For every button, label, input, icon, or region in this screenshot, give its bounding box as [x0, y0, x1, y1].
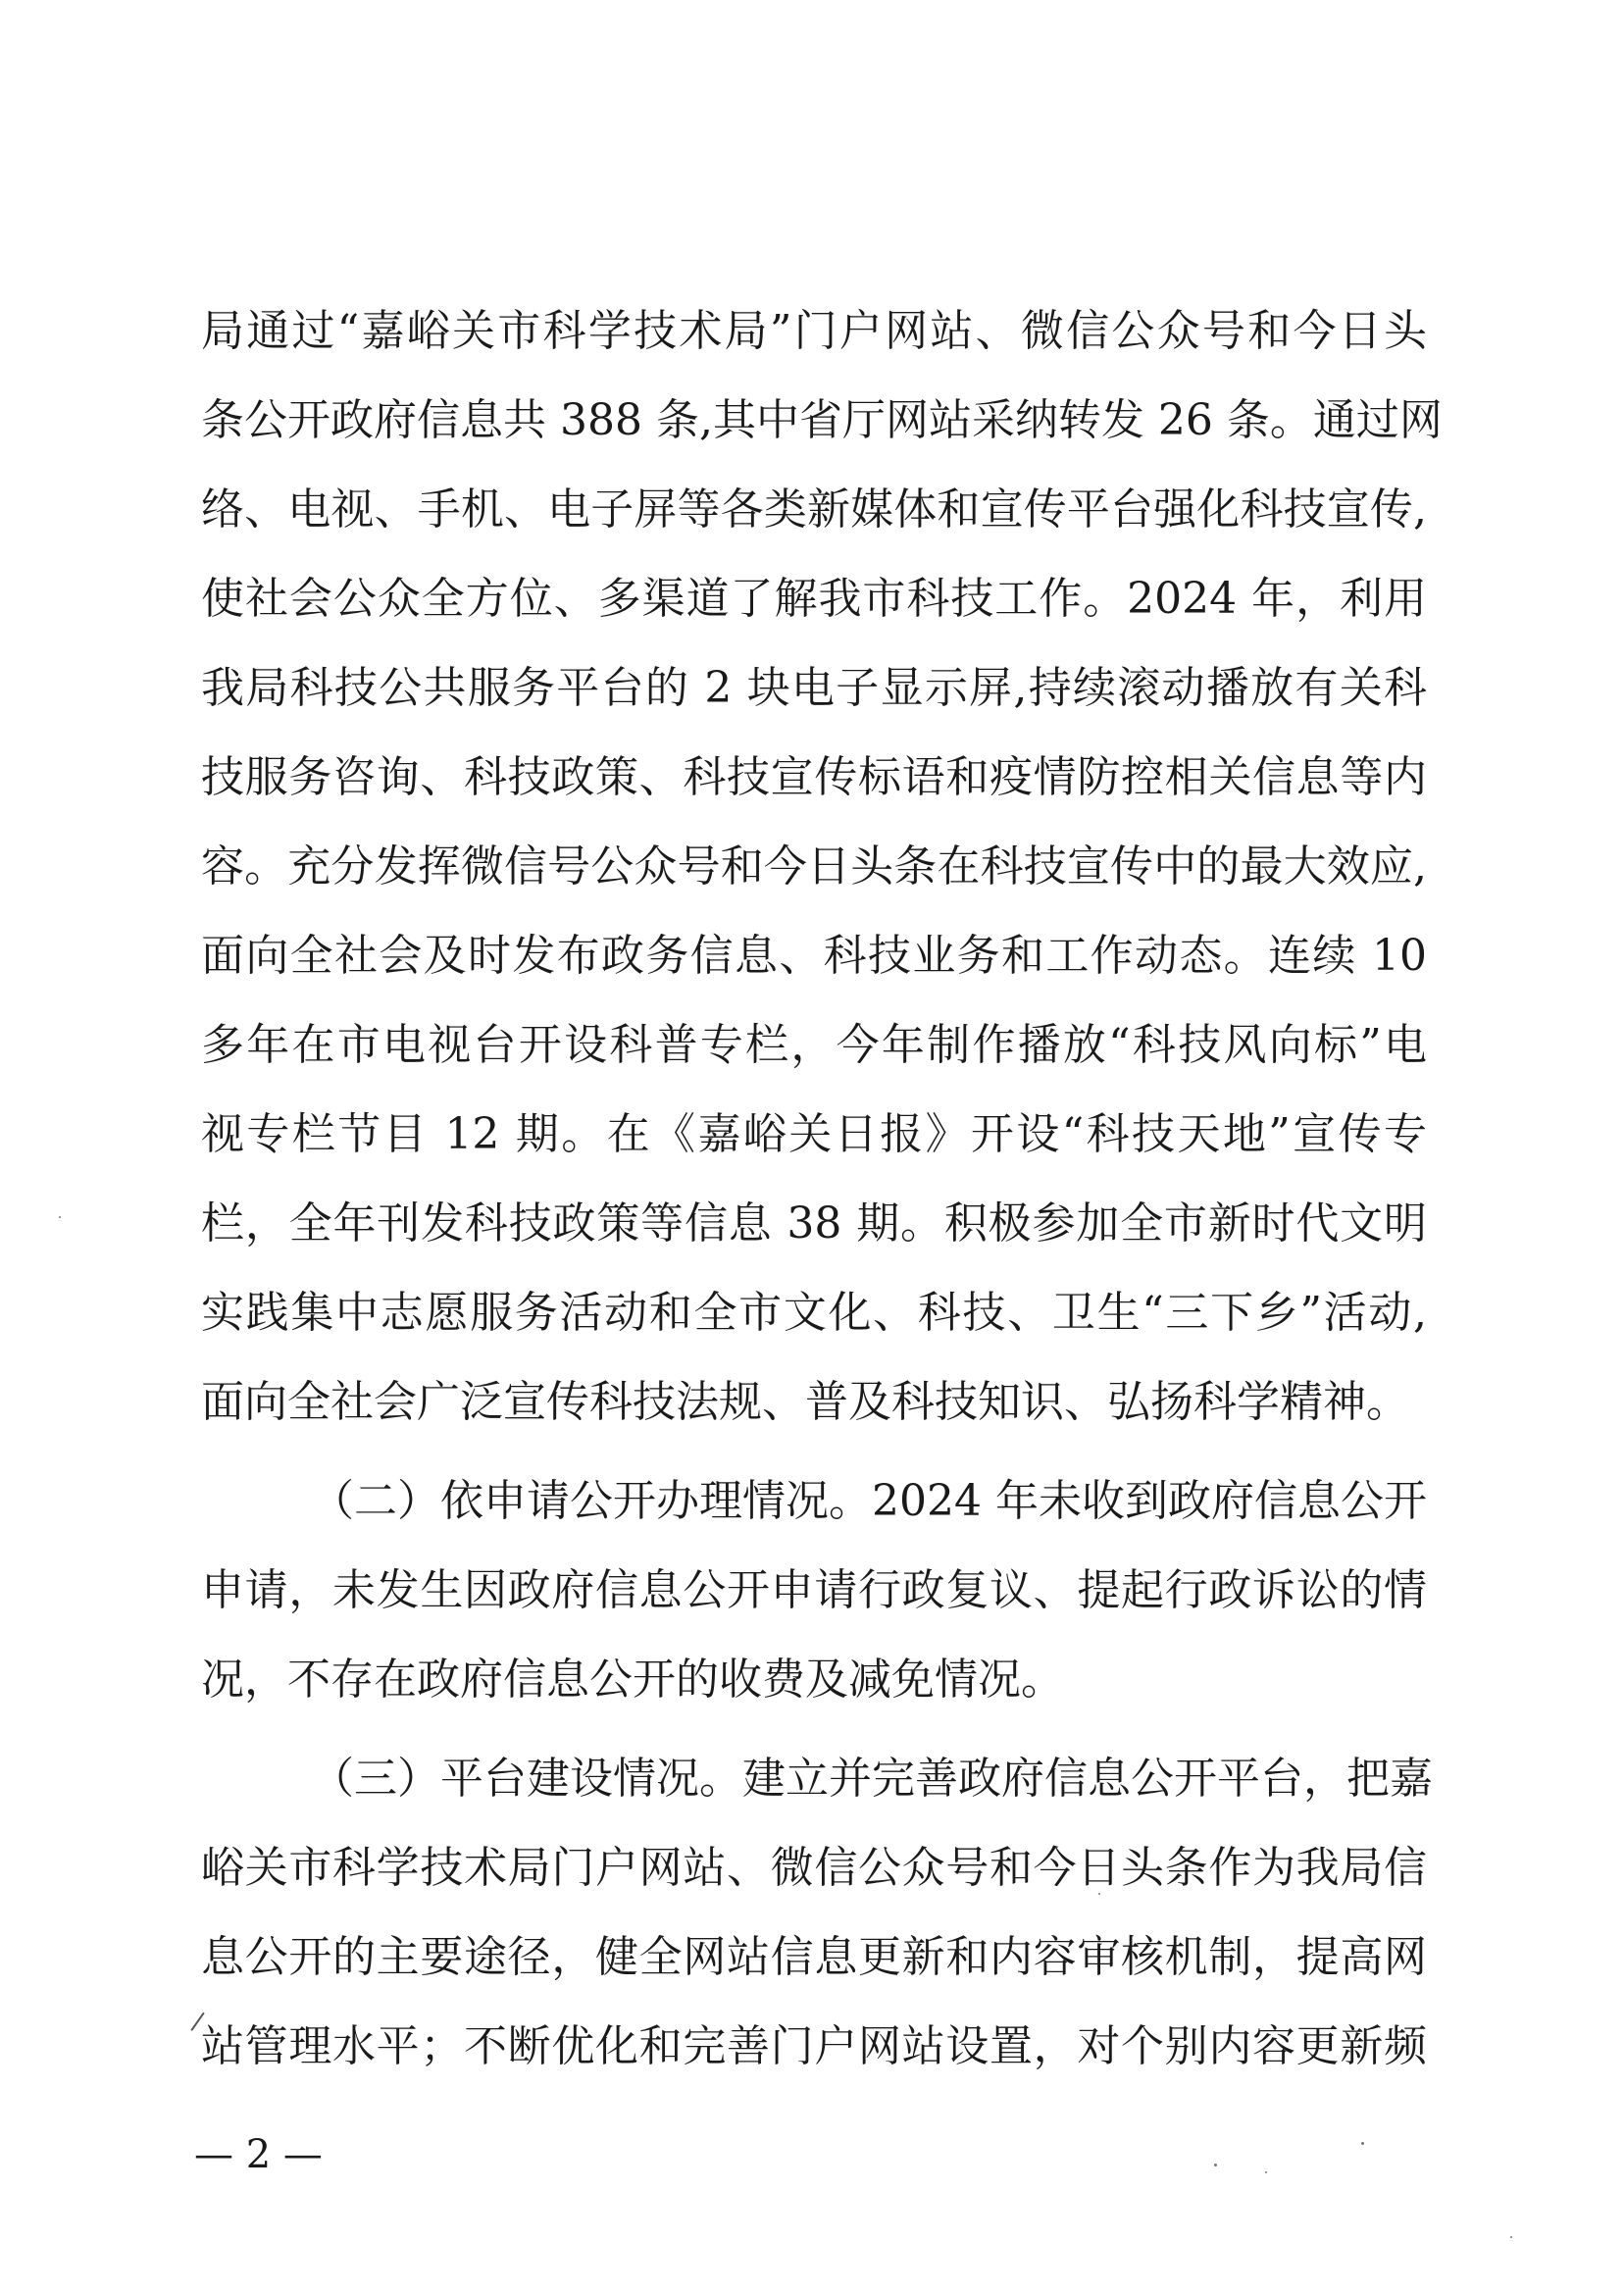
text-line: 实践集中志愿服务活动和全市文化、科技、卫生“三下乡”活动,	[201, 1288, 1427, 1338]
document-body	[201, 286, 1443, 2091]
text-line: 技服务咨询、科技政策、科技宣传标语和疫情防控相关信息等内	[201, 752, 1427, 802]
text-line: 站管理水平；不断优化和完善门户网站设置，对个别内容更新频	[201, 2021, 1427, 2071]
text-line: 申请，未发生因政府信息公开申请行政复议、提起行政诉讼的情	[201, 1565, 1427, 1615]
text-line: （三）平台建设情况。建立并完善政府信息公开平台，把嘉	[311, 1754, 1433, 1804]
text-line: 栏，全年刊发科技政策等信息 38 期。积极参加全市新时代文明	[201, 1198, 1427, 1248]
scan-speck	[1214, 2164, 1217, 2166]
paragraph-platform-construction	[201, 1734, 1433, 2091]
text-line: 息公开的主要途径，健全网站信息更新和内容审核机制，提高网	[201, 1932, 1427, 1982]
text-line: 峪关市科学技术局门户网站、微信公众号和今日头条作为我局信	[201, 1843, 1427, 1893]
scan-speck	[1098, 1893, 1100, 1895]
text-line: 面向全社会及时发布政务信息、科技业务和工作动态。连续 10	[201, 931, 1427, 981]
text-line: 局通过“嘉峪关市科学技术局”门户网站、微信公众号和今日头	[201, 306, 1427, 356]
text-line: 条公开政府信息共 388 条,其中省厅网站采纳转发 26 条。通过网	[201, 395, 1443, 445]
scan-speck	[1361, 2142, 1364, 2145]
text-line: 况，不存在政府信息公开的收费及减免情况。	[201, 1655, 1064, 1705]
text-line: 视专栏节目 12 期。在《嘉峪关日报》开设“科技天地”宣传专	[201, 1109, 1427, 1159]
text-line: 面向全社会广泛宣传科技法规、普及科技知识、弘扬科学精神。	[201, 1377, 1409, 1427]
text-line: 容。充分发挥微信号公众号和今日头条在科技宣传中的最大效应,	[201, 841, 1427, 892]
scan-speck	[59, 1216, 61, 1218]
text-line: 多年在市电视台开设科普专栏，今年制作播放“科技风向标”电	[201, 1020, 1427, 1070]
scan-speck	[1265, 2171, 1267, 2173]
scan-speck	[1510, 2236, 1512, 2238]
text-line: 我局科技公共服务平台的 2 块电子显示屏,持续滚动播放有关科	[201, 663, 1427, 713]
paragraph-application-disclosure	[201, 1456, 1427, 1724]
text-line: （二）依申请公开办理情况。2024 年未收到政府信息公开	[311, 1476, 1427, 1526]
page-number: — 2 —	[194, 2132, 323, 2177]
paragraph-publicity	[201, 286, 1443, 1447]
text-line: 络、电视、手机、电子屏等各类新媒体和宣传平台强化科技宣传,	[201, 484, 1427, 535]
text-line: 使社会公众全方位、多渠道了解我市科技工作。2024 年，利用	[201, 574, 1427, 624]
